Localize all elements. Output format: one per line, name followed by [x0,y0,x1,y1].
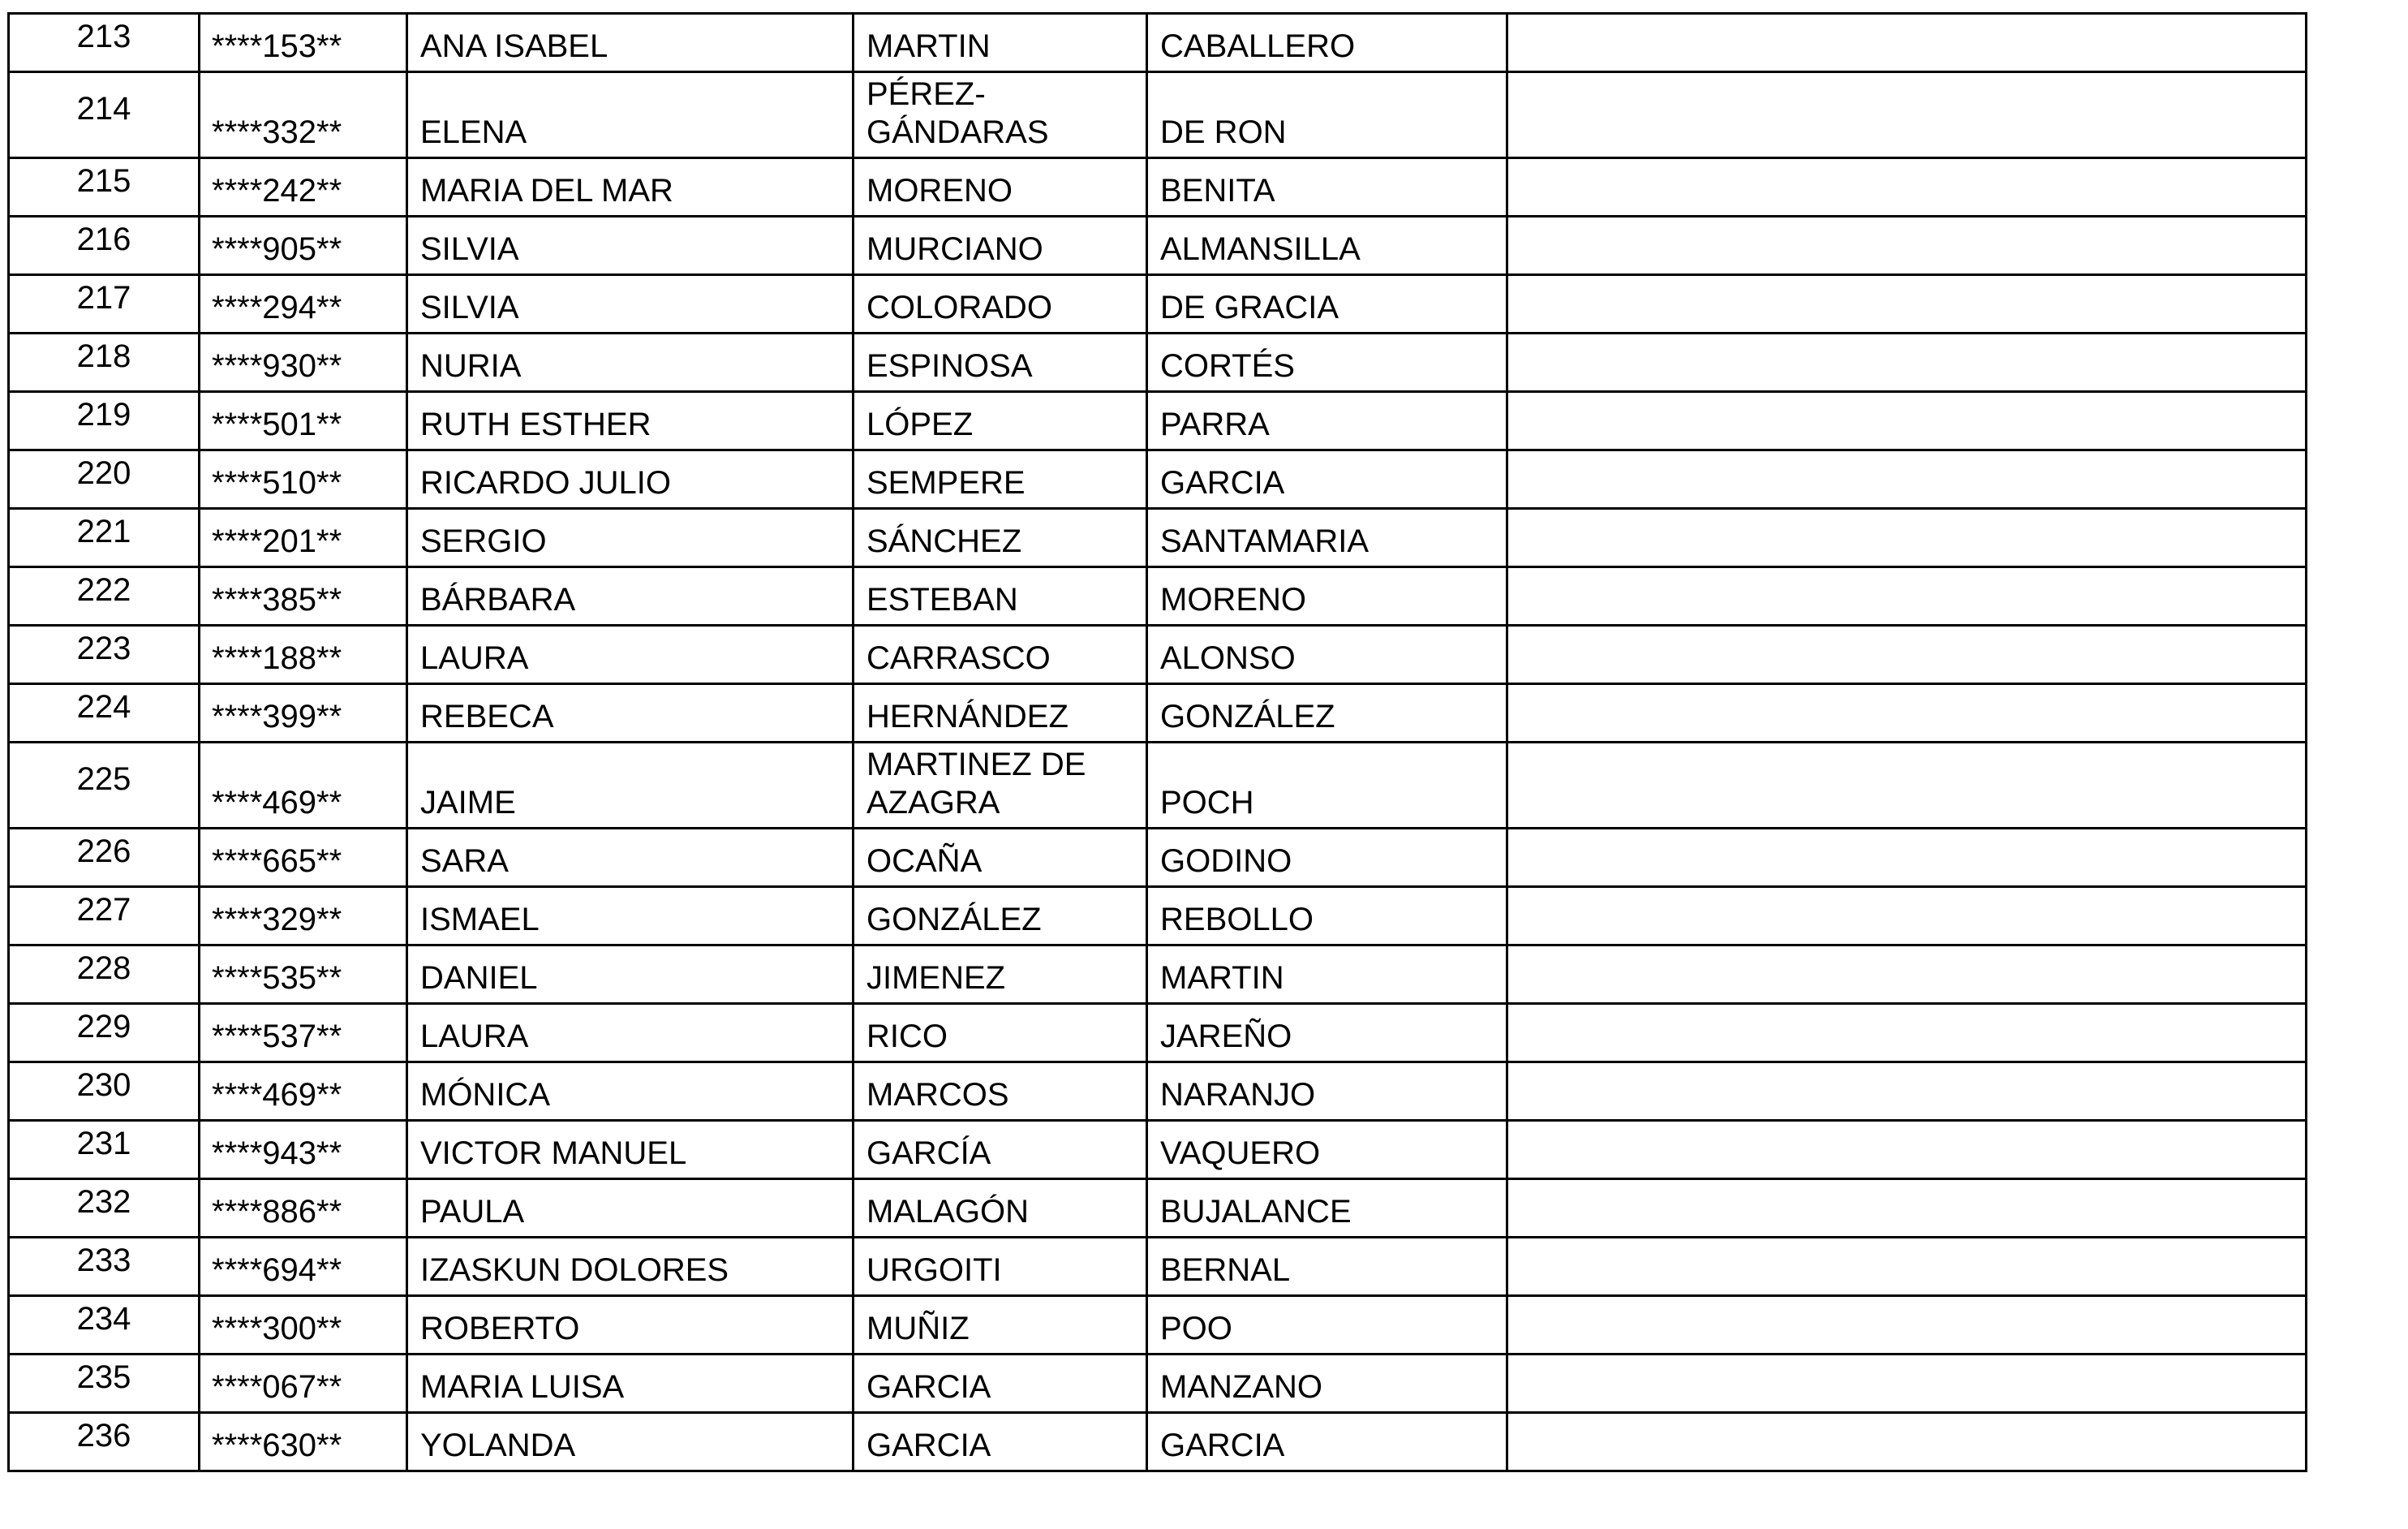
second-surname-cell: NARANJO [1147,1062,1507,1121]
table-row [9,509,2307,567]
first-surname-cell: GARCIA [854,1413,1147,1471]
first-surname-cell: LÓPEZ [854,392,1147,450]
second-surname-cell: DE RON [1147,72,1507,158]
first-surname-cell: URGOITI [854,1238,1147,1296]
row-number-cell: 233 [9,1238,200,1296]
masked-id-cell: ****930** [200,334,407,392]
table-row [9,72,2307,158]
row-number-cell: 223 [9,626,200,684]
first-surname-cell: MARCOS [854,1062,1147,1121]
first-name-cell: ANA ISABEL [407,14,854,72]
table-row [9,392,2307,450]
second-surname-cell: ALONSO [1147,626,1507,684]
masked-id-cell: ****630** [200,1413,407,1471]
empty-cell [1507,1238,2307,1296]
masked-id-cell: ****510** [200,450,407,509]
first-surname-cell: OCAÑA [854,829,1147,887]
table-row [9,1062,2307,1121]
first-surname-cell: MUÑIZ [854,1296,1147,1355]
row-number-cell: 232 [9,1179,200,1238]
empty-cell [1507,217,2307,275]
empty-cell [1507,1062,2307,1121]
first-name-cell: RICARDO JULIO [407,450,854,509]
table-row [9,945,2307,1004]
first-name-cell: SARA [407,829,854,887]
masked-id-cell: ****537** [200,1004,407,1062]
second-surname-cell: GODINO [1147,829,1507,887]
first-surname-cell: JIMENEZ [854,945,1147,1004]
row-number-cell: 214 [9,72,200,158]
roster-table [7,12,2307,1472]
first-name-cell: PAULA [407,1179,854,1238]
second-surname-cell: CABALLERO [1147,14,1507,72]
table-row [9,743,2307,829]
empty-cell [1507,626,2307,684]
first-name-cell: BÁRBARA [407,567,854,626]
first-name-cell: ISMAEL [407,887,854,945]
second-surname-cell: GONZÁLEZ [1147,684,1507,743]
first-surname-cell: RICO [854,1004,1147,1062]
empty-cell [1507,334,2307,392]
second-surname-cell: JAREÑO [1147,1004,1507,1062]
row-number-cell: 220 [9,450,200,509]
first-name-cell: DANIEL [407,945,854,1004]
empty-cell [1507,743,2307,829]
first-name-cell: MARIA DEL MAR [407,158,854,217]
first-name-cell: ROBERTO [407,1296,854,1355]
second-surname-cell: BERNAL [1147,1238,1507,1296]
masked-id-cell: ****188** [200,626,407,684]
roster-table-body [9,14,2307,1471]
first-surname-cell: MARTIN [854,14,1147,72]
first-name-cell: LAURA [407,1004,854,1062]
empty-cell [1507,829,2307,887]
table-row [9,450,2307,509]
masked-id-cell: ****501** [200,392,407,450]
masked-id-cell: ****469** [200,743,407,829]
table-row [9,275,2307,334]
first-surname-cell: GONZÁLEZ [854,887,1147,945]
row-number-cell: 228 [9,945,200,1004]
masked-id-cell: ****694** [200,1238,407,1296]
first-name-cell: ELENA [407,72,854,158]
table-row [9,567,2307,626]
masked-id-cell: ****886** [200,1179,407,1238]
second-surname-cell: SANTAMARIA [1147,509,1507,567]
second-surname-cell: ALMANSILLA [1147,217,1507,275]
second-surname-cell: CORTÉS [1147,334,1507,392]
second-surname-cell: VAQUERO [1147,1121,1507,1179]
row-number-cell: 218 [9,334,200,392]
masked-id-cell: ****469** [200,1062,407,1121]
empty-cell [1507,945,2307,1004]
row-number-cell: 216 [9,217,200,275]
first-name-cell: YOLANDA [407,1413,854,1471]
table-row [9,1355,2307,1413]
table-row [9,626,2307,684]
first-surname-cell: MURCIANO [854,217,1147,275]
row-number-cell: 222 [9,567,200,626]
masked-id-cell: ****067** [200,1355,407,1413]
second-surname-cell: PARRA [1147,392,1507,450]
row-number-cell: 227 [9,887,200,945]
table-row [9,1121,2307,1179]
first-name-cell: IZASKUN DOLORES [407,1238,854,1296]
masked-id-cell: ****535** [200,945,407,1004]
row-number-cell: 224 [9,684,200,743]
masked-id-cell: ****294** [200,275,407,334]
empty-cell [1507,1179,2307,1238]
second-surname-cell: MARTIN [1147,945,1507,1004]
masked-id-cell: ****905** [200,217,407,275]
second-surname-cell: BENITA [1147,158,1507,217]
empty-cell [1507,1004,2307,1062]
first-surname-cell: SÁNCHEZ [854,509,1147,567]
second-surname-cell: DE GRACIA [1147,275,1507,334]
empty-cell [1507,14,2307,72]
row-number-cell: 217 [9,275,200,334]
empty-cell [1507,1296,2307,1355]
row-number-cell: 235 [9,1355,200,1413]
masked-id-cell: ****242** [200,158,407,217]
empty-cell [1507,392,2307,450]
row-number-cell: 215 [9,158,200,217]
row-number-cell: 230 [9,1062,200,1121]
second-surname-cell: POCH [1147,743,1507,829]
first-surname-cell: PÉREZ-GÁNDARAS [854,72,1147,158]
first-name-cell: MÓNICA [407,1062,854,1121]
row-number-cell: 213 [9,14,200,72]
table-row [9,829,2307,887]
row-number-cell: 236 [9,1413,200,1471]
empty-cell [1507,684,2307,743]
table-row [9,684,2307,743]
first-name-cell: VICTOR MANUEL [407,1121,854,1179]
second-surname-cell: GARCIA [1147,450,1507,509]
empty-cell [1507,450,2307,509]
masked-id-cell: ****332** [200,72,407,158]
row-number-cell: 225 [9,743,200,829]
first-surname-cell: ESPINOSA [854,334,1147,392]
first-name-cell: SILVIA [407,217,854,275]
table-row [9,1004,2307,1062]
second-surname-cell: POO [1147,1296,1507,1355]
second-surname-cell: BUJALANCE [1147,1179,1507,1238]
first-surname-cell: GARCIA [854,1355,1147,1413]
row-number-cell: 221 [9,509,200,567]
empty-cell [1507,887,2307,945]
first-surname-cell: COLORADO [854,275,1147,334]
first-name-cell: RUTH ESTHER [407,392,854,450]
first-name-cell: SERGIO [407,509,854,567]
masked-id-cell: ****665** [200,829,407,887]
empty-cell [1507,1413,2307,1471]
first-surname-cell: ESTEBAN [854,567,1147,626]
masked-id-cell: ****201** [200,509,407,567]
first-surname-cell: MORENO [854,158,1147,217]
row-number-cell: 229 [9,1004,200,1062]
empty-cell [1507,158,2307,217]
row-number-cell: 226 [9,829,200,887]
empty-cell [1507,1121,2307,1179]
second-surname-cell: MANZANO [1147,1355,1507,1413]
second-surname-cell: GARCIA [1147,1413,1507,1471]
empty-cell [1507,567,2307,626]
first-surname-cell: GARCÍA [854,1121,1147,1179]
masked-id-cell: ****300** [200,1296,407,1355]
table-row [9,334,2307,392]
empty-cell [1507,72,2307,158]
first-name-cell: LAURA [407,626,854,684]
first-name-cell: REBECA [407,684,854,743]
masked-id-cell: ****329** [200,887,407,945]
masked-id-cell: ****153** [200,14,407,72]
first-surname-cell: HERNÁNDEZ [854,684,1147,743]
row-number-cell: 219 [9,392,200,450]
row-number-cell: 231 [9,1121,200,1179]
table-row [9,1296,2307,1355]
masked-id-cell: ****385** [200,567,407,626]
first-surname-cell: CARRASCO [854,626,1147,684]
first-name-cell: JAIME [407,743,854,829]
table-row [9,887,2307,945]
first-surname-cell: MARTINEZ DE AZAGRA [854,743,1147,829]
masked-id-cell: ****399** [200,684,407,743]
first-name-cell: MARIA LUISA [407,1355,854,1413]
first-surname-cell: SEMPERE [854,450,1147,509]
empty-cell [1507,1355,2307,1413]
row-number-cell: 234 [9,1296,200,1355]
first-name-cell: SILVIA [407,275,854,334]
table-row [9,1238,2307,1296]
table-row [9,14,2307,72]
first-name-cell: NURIA [407,334,854,392]
table-row [9,217,2307,275]
table-row [9,1413,2307,1471]
empty-cell [1507,509,2307,567]
first-surname-cell: MALAGÓN [854,1179,1147,1238]
table-row [9,158,2307,217]
second-surname-cell: REBOLLO [1147,887,1507,945]
masked-id-cell: ****943** [200,1121,407,1179]
empty-cell [1507,275,2307,334]
second-surname-cell: MORENO [1147,567,1507,626]
table-row [9,1179,2307,1238]
